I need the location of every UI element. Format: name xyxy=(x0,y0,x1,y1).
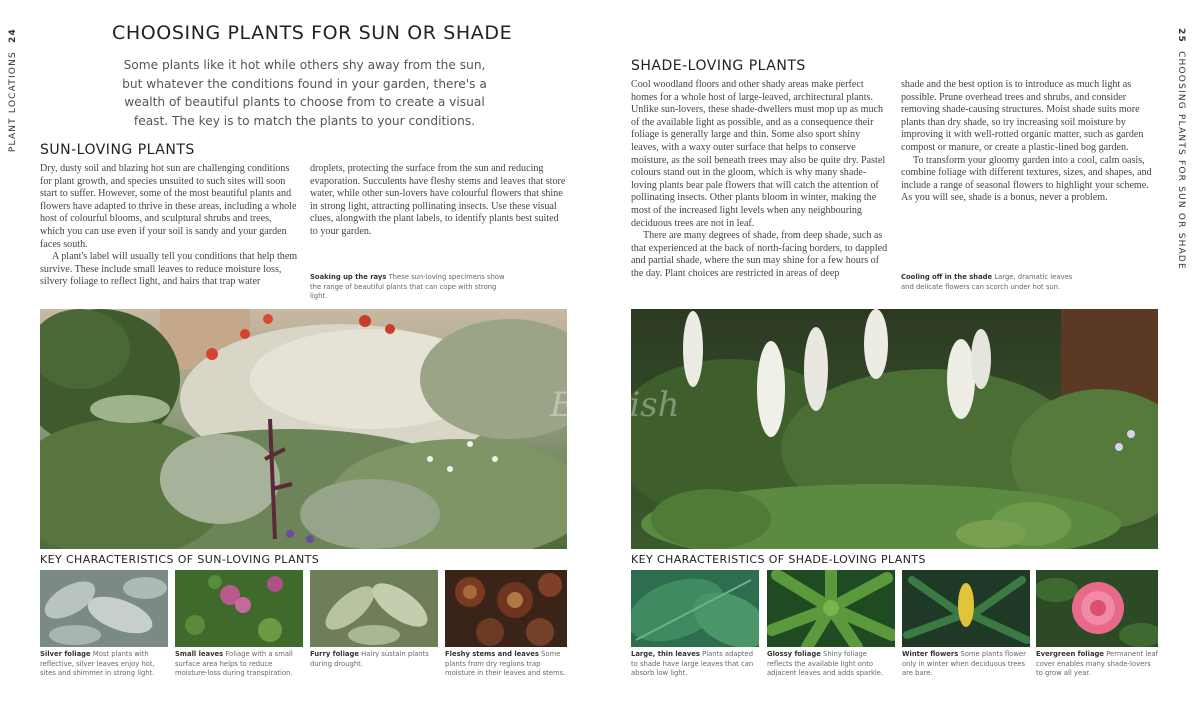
small-leaves-photo xyxy=(175,570,303,647)
shade-paragraph-3: shade and the best option is to introduce as much light as possible. Prune overhead trees and shrubs, and consider removing shade-causing structures. Moist shade suits more plants than dry shade, so try increasing soil moisture by improving it with well-rotted organic matter, such as garden compost or manure, or create a plastic-lined bog garden. xyxy=(901,79,1144,153)
right-page-number: 25 xyxy=(1176,28,1186,43)
silver-foliage-photo xyxy=(40,570,168,647)
shade-key-caption-4 xyxy=(1036,650,1158,679)
sun-section-title: SUN-LOVING PLANTS xyxy=(40,142,195,158)
furry-foliage-photo xyxy=(310,570,438,647)
shade-section-title: SHADE-LOVING PLANTS xyxy=(631,58,806,74)
sun-key-caption-3 xyxy=(310,650,436,669)
left-running-head xyxy=(8,28,18,152)
fleshy-stems-photo xyxy=(445,570,567,647)
sun-key-caption-4-text: Some plants from dry regions trap moisture in their leaves and stems. xyxy=(445,650,566,678)
sun-photo-caption-text: These sun-loving specimens show the range of beautiful plants that can cope with strong light. xyxy=(310,273,505,301)
sun-key-title: KEY CHARACTERISTICS OF SUN-LOVING PLANTS xyxy=(40,553,320,566)
shade-photo-caption xyxy=(901,273,1086,292)
shade-key-caption-2-text: Shiny foliage reflects the available light onto adjacent leaves and adds sparkle. xyxy=(767,650,884,678)
page-title: CHOOSING PLANTS FOR SUN OR SHADE xyxy=(112,22,513,44)
sun-key-caption-4-title: Fleshy stems and leaves xyxy=(445,650,539,658)
sun-paragraph-2: A plant's label will usually tell you conditions that help them survive. These include small leaves to reduce moisture loss, silvery foliage to reflect light, and hairs that trap water xyxy=(40,251,298,288)
sun-text-column-1 xyxy=(40,163,298,289)
sun-key-caption-1 xyxy=(40,650,166,679)
sun-key-caption-2-title: Small leaves xyxy=(175,650,224,658)
sun-key-caption-2-text: Foliage with a small surface area helps to reduce moisture-loss during transpiration. xyxy=(175,650,293,678)
glossy-foliage-photo xyxy=(767,570,895,647)
shade-key-caption-4-title: Evergreen foliage xyxy=(1036,650,1105,658)
shade-photo-caption-text: Large, dramatic leaves and delicate flowers can scorch under hot sun. xyxy=(901,273,1073,291)
left-section-label: PLANT LOCATIONS xyxy=(8,51,18,153)
sun-paragraph-3: droplets, protecting the surface from the sun and reducing evaporation. Succulents have fleshy stems and leaves that store water, while other sun-lovers have colourful flowers that shine in strong light, attracting pollinating insects. Use these visual clues, alongwith the plant labels, to identify plants best suited to your garden. xyxy=(310,163,566,237)
shade-paragraph-4: To transform your gloomy garden into a cool, calm oasis, combine foliage with different textures, sizes, and shapes, and include a range of seasonal flowers to highlight your scheme. As you will see, shade is a bonus, never a problem. xyxy=(901,154,1152,204)
shade-text-column-2 xyxy=(901,79,1159,205)
sun-key-caption-1-title: Silver foliage xyxy=(40,650,91,658)
shade-paragraph-2: There are many degrees of shade, from deep shade, such as that experienced at the back of north-facing borders, to dappled and partial shade, where the sun may shine for a few hours of the day. Plant choices are restricted in areas of deep xyxy=(631,230,888,279)
shade-photo-caption-title: Cooling off in the shade xyxy=(901,273,993,281)
watermark: English xyxy=(550,385,680,425)
sun-key-caption-3-text: Hairy sustain plants during drought. xyxy=(310,650,429,668)
shade-key-caption-1 xyxy=(631,650,757,679)
shade-key-caption-2-title: Glossy foliage xyxy=(767,650,821,658)
shade-key-caption-3 xyxy=(902,650,1028,679)
winter-flowers-photo xyxy=(902,570,1030,647)
shade-text-column-1 xyxy=(631,79,889,281)
shade-key-caption-4-text: Permanent leaf cover enables many shade-lovers to grow all year. xyxy=(1036,650,1158,678)
shade-key-caption-1-title: Large, thin leaves xyxy=(631,650,700,658)
right-section-label: CHOOSING PLANTS FOR SUN OR SHADE xyxy=(1176,51,1186,270)
shade-key-caption-3-title: Winter flowers xyxy=(902,650,959,658)
shade-key-title: KEY CHARACTERISTICS OF SHADE-LOVING PLANTS xyxy=(631,553,926,566)
shade-key-caption-2 xyxy=(767,650,893,679)
sun-photo-caption xyxy=(310,273,515,302)
sun-key-caption-1-text: Most plants with reflective, silver leaves enjoy hot, sites and shimmer in strong light. xyxy=(40,650,155,678)
evergreen-foliage-photo xyxy=(1036,570,1158,647)
right-running-head xyxy=(1176,28,1186,270)
sun-garden-photo xyxy=(40,309,567,549)
sun-key-caption-2 xyxy=(175,650,301,679)
sun-photo-caption-title: Soaking up the rays xyxy=(310,273,387,281)
intro-paragraph: Some plants like it hot while others shy away from the sun, but whatever the conditions found in your garden, there's a wealth of beautiful plants to choose from to create a visual feast. The key is to match the plants to your conditions. xyxy=(122,58,487,128)
shade-garden-photo xyxy=(631,309,1158,549)
left-page-number: 24 xyxy=(8,28,18,43)
shade-key-caption-1-text: Plants adapted to shade have large leaves that can absorb low light. xyxy=(631,650,754,678)
sun-key-caption-4 xyxy=(445,650,567,679)
sun-key-caption-3-title: Furry foliage xyxy=(310,650,359,658)
large-thin-leaves-photo xyxy=(631,570,759,647)
sun-paragraph-1: Dry, dusty soil and blazing hot sun are challenging conditions for plant growth, and species unsuited to such sites will soon start to suffer. However, some of the most beautiful plants and flowers have adapted to thrive in these areas, including a whole host of colourful blooms, and sculptural shrubs and trees, which you can use even if your soil is sandy and your garden faces south. xyxy=(40,163,297,250)
shade-key-caption-3-text: Some plants flower only in winter when deciduous trees are bare. xyxy=(902,650,1026,678)
sun-text-column-2 xyxy=(310,163,568,239)
shade-paragraph-1: Cool woodland floors and other shady areas make perfect homes for a whole host of large-leaved, architectural plants. Unlike sun-lovers, these shade-dwellers must mop up as much of the available light as possible, and as a consequence their foliage is generally large and thin. Some also sport shiny leaves, with a waxy outer surface that helps to conserve moisture, as the soil beneath trees may also be quite dry. Pastel colours stand out in the gloom, which is why many shade-loving plants bear pale flowers that will catch the attention of pollinating insects. Other plants bloom in winter, making the most of the increased light levels when any neighbouring deciduous trees are not in leaf. xyxy=(631,79,886,229)
